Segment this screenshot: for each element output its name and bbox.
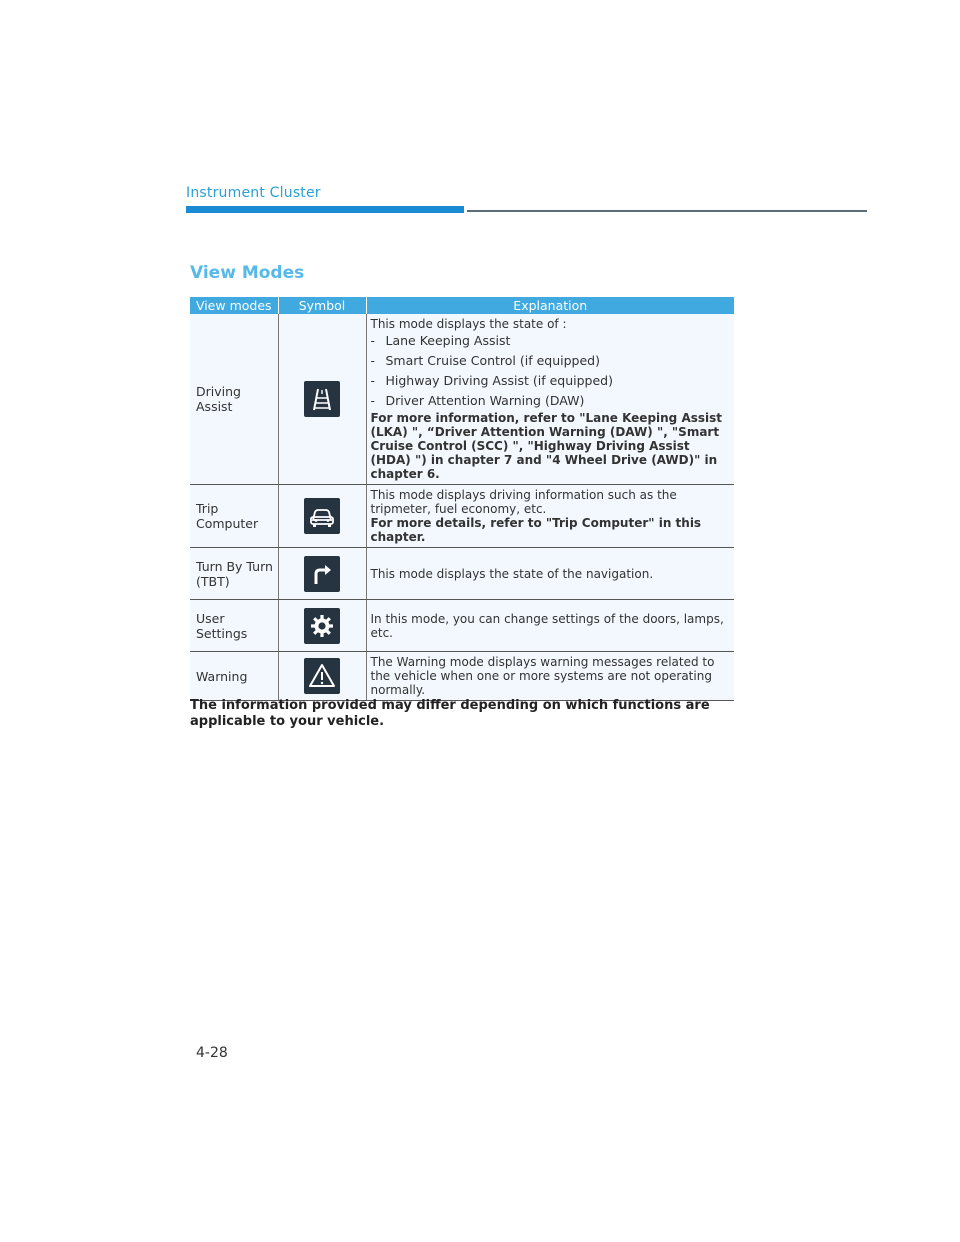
mode-name: Warning	[190, 652, 278, 701]
warning-triangle-icon	[304, 658, 340, 694]
explanation-cell	[366, 485, 734, 548]
lane-road-icon	[304, 381, 340, 417]
header-rule-accent	[186, 206, 464, 213]
car-icon	[304, 498, 340, 534]
explanation-cell	[366, 652, 734, 701]
table-row	[190, 600, 734, 652]
reference-note: For more information, refer to "Lane Keeping Assist (LKA) ", “Driver Attention Warning (DAW) ", "Smart Cruise Control (SCC) ", "Highway Driving Assist (HDA) ") in chapter 7 and "4 Wheel Drive (AWD)" in chapter 6.	[370, 411, 723, 481]
list-item: - Highway Driving Assist (if equipped)	[370, 373, 613, 388]
symbol-cell	[278, 548, 366, 600]
list-item: - Smart Cruise Control (if equipped)	[370, 353, 600, 368]
explanation-intro: This mode displays the state of :	[370, 317, 567, 331]
reference-note: For more details, refer to "Trip Computer" in this chapter.	[370, 516, 702, 544]
explanation-cell	[366, 314, 734, 485]
column-header: Explanation	[366, 297, 734, 314]
list-item: - Lane Keeping Assist	[370, 333, 511, 348]
section-title: Instrument Cluster	[186, 185, 321, 201]
column-header: View modes	[190, 297, 278, 314]
explanation-text: This mode displays driving information such as the tripmeter, fuel economy, etc.	[370, 488, 677, 516]
mode-name: Driving Assist	[190, 314, 278, 485]
table-row	[190, 652, 734, 701]
turn-right-arrow-icon	[304, 556, 340, 592]
column-header: Symbol	[278, 297, 366, 314]
mode-name: Turn By Turn (TBT)	[190, 548, 278, 600]
list-item: - Driver Attention Warning (DAW)	[370, 393, 585, 408]
mode-name: Trip Computer	[190, 485, 278, 548]
symbol-cell	[278, 652, 366, 701]
table-row	[190, 485, 734, 548]
explanation-cell	[366, 548, 734, 600]
table-row	[190, 314, 734, 485]
applicability-note: The information provided may differ depending on which functions are applicable to your vehicle.	[190, 698, 710, 729]
symbol-cell	[278, 485, 366, 548]
page-number: 4-28	[196, 1045, 228, 1061]
view-modes-table	[190, 297, 734, 701]
explanation-text: This mode displays the state of the navigation.	[370, 566, 654, 581]
explanation-text: The Warning mode displays warning messages related to the vehicle when one or more systems are not operating normally.	[370, 655, 715, 697]
symbol-cell	[278, 600, 366, 652]
explanation-cell	[366, 600, 734, 652]
header-rule	[467, 210, 867, 212]
explanation-text: In this mode, you can change settings of the doors, lamps, etc.	[370, 611, 724, 640]
gear-icon	[304, 608, 340, 644]
symbol-cell	[278, 314, 366, 485]
page-heading: View Modes	[190, 263, 305, 283]
table-header-row	[190, 297, 734, 314]
table-row	[190, 548, 734, 600]
mode-name: User Settings	[190, 600, 278, 652]
